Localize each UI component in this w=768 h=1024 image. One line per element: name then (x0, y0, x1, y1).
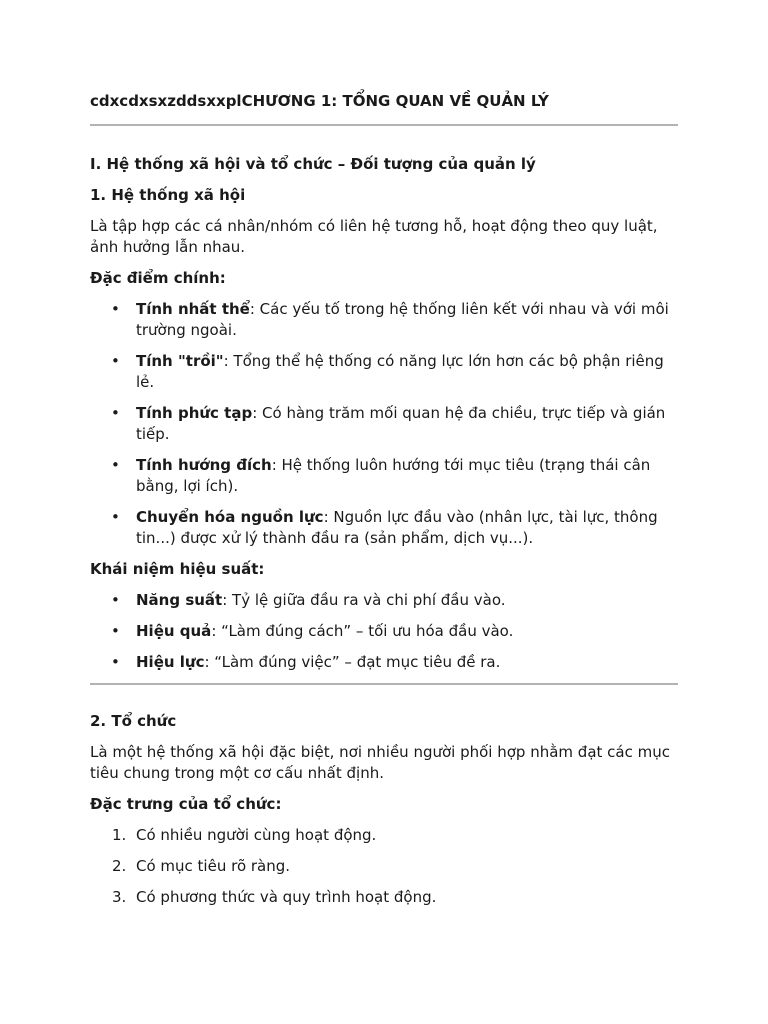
efficiency-list (90, 590, 678, 673)
bullet-icon: • (111, 622, 120, 640)
efficiency-text: : “Làm đúng việc” – đạt mục tiêu đề ra. (204, 653, 501, 671)
trait-text: Có phương thức và quy trình hoạt động. (136, 888, 437, 906)
bullet-icon: • (111, 300, 120, 318)
features-label: Đặc điểm chính: (90, 269, 226, 287)
feature-term: Chuyển hóa nguồn lực (136, 508, 324, 526)
efficiency-term: Hiệu quả (136, 622, 212, 640)
bullet-icon: • (111, 591, 120, 609)
list-item (90, 403, 678, 445)
efficiency-text: : Tỷ lệ giữa đầu ra và chi phí đầu vào. (222, 591, 506, 609)
feature-term: Tính hướng đích (136, 456, 272, 474)
subsection-heading-social-system: 1. Hệ thống xã hội (90, 186, 246, 204)
list-item (90, 590, 678, 611)
feature-text: : Hệ thống luôn hướng tới mục tiêu (trạng thái cân bằng, lợi ích). (136, 456, 651, 495)
list-number: 2. (112, 857, 127, 875)
document-title: cdxcdxsxzddsxxplCHƯƠNG 1: TỔNG QUAN VỀ QUẢN LÝ (90, 92, 549, 110)
list-number: 1. (112, 826, 127, 844)
list-item (90, 856, 678, 877)
list-item (90, 507, 678, 549)
feature-text: : Có hàng trăm mối quan hệ đa chiều, trực tiếp và gián tiếp. (136, 404, 666, 443)
feature-text: : Tổng thể hệ thống có năng lực lớn hơn các bộ phận riêng lẻ. (136, 352, 664, 391)
feature-text: : Nguồn lực đầu vào (nhân lực, tài lực, thông tin...) được xử lý thành đầu ra (sản phẩm, dịch vụ...). (136, 508, 658, 547)
list-item (90, 825, 678, 846)
bullet-icon: • (111, 653, 120, 671)
bullet-icon: • (111, 404, 120, 422)
trait-text: Có nhiều người cùng hoạt động. (136, 826, 377, 844)
list-item (90, 887, 678, 908)
trait-text: Có mục tiêu rõ ràng. (136, 857, 291, 875)
feature-term: Tính phức tạp (136, 404, 253, 422)
subsection-heading-organization: 2. Tổ chức (90, 712, 177, 730)
list-item (90, 652, 678, 673)
bullet-icon: • (111, 352, 120, 370)
section-heading: I. Hệ thống xã hội và tổ chức – Đối tượng của quản lý (90, 155, 536, 173)
list-item (90, 351, 678, 393)
social-system-definition: Là tập hợp các cá nhân/nhóm có liên hệ tương hỗ, hoạt động theo quy luật, ảnh hưởng lẫn nhau. (90, 217, 658, 256)
list-item (90, 299, 678, 341)
bullet-icon: • (111, 508, 120, 526)
horizontal-divider (90, 683, 678, 685)
efficiency-label: Khái niệm hiệu suất: (90, 560, 265, 578)
list-number: 3. (112, 888, 127, 906)
list-item (90, 455, 678, 497)
feature-term: Tính nhất thể (136, 300, 250, 318)
efficiency-term: Hiệu lực (136, 653, 205, 671)
bullet-icon: • (111, 456, 120, 474)
list-item (90, 621, 678, 642)
feature-term: Tính "trồi" (136, 352, 224, 370)
efficiency-text: : “Làm đúng cách” – tối ưu hóa đầu vào. (211, 622, 514, 640)
feature-text: : Các yếu tố trong hệ thống liên kết với nhau và với môi trường ngoài. (136, 300, 669, 339)
efficiency-term: Năng suất (136, 591, 223, 609)
organization-definition: Là một hệ thống xã hội đặc biệt, nơi nhiều người phối hợp nhằm đạt các mục tiêu chung trong một cơ cấu nhất định. (90, 743, 670, 782)
traits-label: Đặc trưng của tổ chức: (90, 795, 282, 813)
traits-list (90, 825, 678, 908)
features-list (90, 299, 678, 549)
horizontal-divider (90, 124, 678, 126)
